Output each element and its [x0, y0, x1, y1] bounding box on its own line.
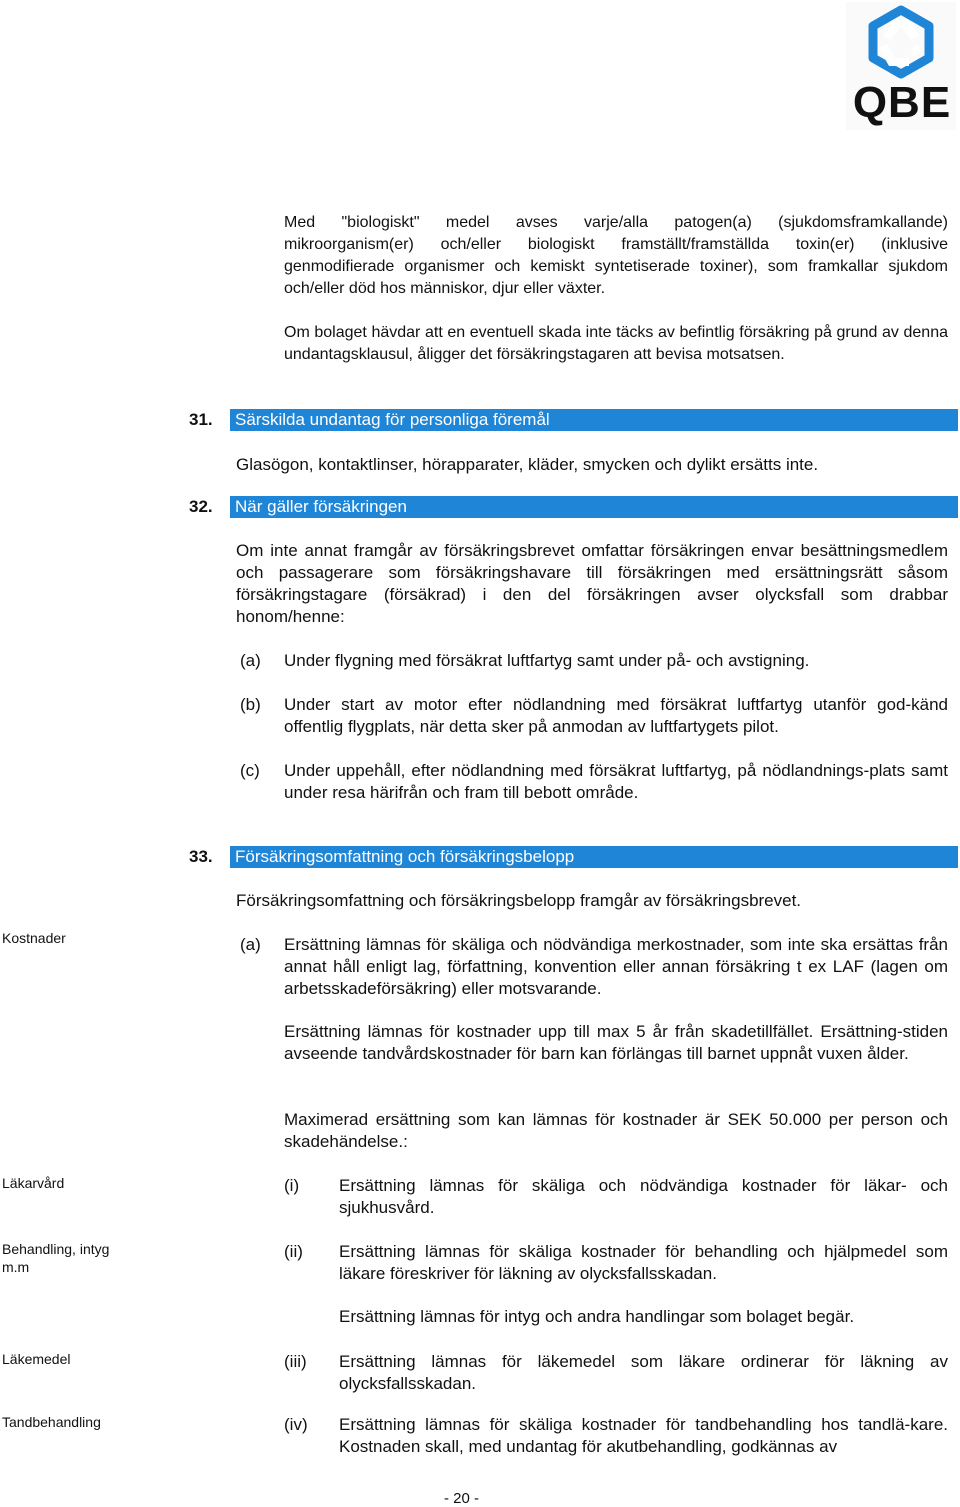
list-label: (ii) [284, 1242, 303, 1261]
section-33-a-paragraph-3: Maximerad ersättning som kan lämnas för kostnader är SEK 50.000 per person och skadehändelse.: [284, 1110, 948, 1151]
qbe-wordmark: QBE [852, 78, 952, 127]
list-label: (iii) [284, 1352, 307, 1371]
list-item: Under start av motor efter nödlandning med försäkrat luftfartyg utanför god-känd offentlig flygplats, när detta sker på anmodan av luftfartygets pilot. [284, 695, 948, 736]
margin-note-kostnader: Kostnader [2, 930, 66, 946]
list-label: (i) [284, 1176, 300, 1195]
section-33-heading: Försäkringsomfattning och försäkringsbelopp [230, 846, 958, 868]
list-item: Ersättning lämnas för läkemedel som läkare ordinerar för läkning av olycksfallsskadan. [339, 1352, 948, 1393]
page-number: - 20 - [444, 1490, 480, 1507]
section-32-text: Om inte annat framgår av försäkringsbrevet omfattar försäkringen envar besättningsmedlem och passagerare som försäkringshavare till försäkringen med ersättningsrätt såsom försäkringstagare (försäkrad) i den del försäkringen avser olycksfall som drabbar honom/henne: [236, 541, 948, 626]
margin-note: Behandling, intyg m.m [2, 1241, 110, 1275]
list-label: (a) [240, 935, 261, 954]
list-item: Ersättning lämnas för skäliga och nödvändiga kostnader för läkar- och sjukhusvård. [339, 1176, 948, 1217]
list-item: Under uppehåll, efter nödlandning med försäkrat luftfartyg, på nödlandnings-plats samt under resa härifrån och fram till bebott område. [284, 761, 948, 802]
section-32-number: 32. [189, 497, 213, 516]
list-item-extra: Ersättning lämnas för intyg och andra handlingar som bolaget begär. [339, 1307, 855, 1326]
list-label: (a) [240, 651, 261, 670]
section-33-number: 33. [189, 847, 213, 866]
list-label: (iv) [284, 1415, 308, 1434]
section-33-a-text: Ersättning lämnas för skäliga och nödvändiga merkostnader, som inte ska ersättas från annat håll enligt lag, författning, konvention eller annan försäkring t ex LAF (lagen om arbetsskadeförsäkring) eller motsvarande. [284, 935, 948, 998]
margin-note: Tandbehandling [2, 1414, 101, 1430]
list-item: Ersättning lämnas för skäliga kostnader för tandbehandling hos tandlä-kare. Kostnaden skall, med undantag för akutbehandling, godkännas av [339, 1415, 948, 1456]
section-33-a-paragraph-2: Ersättning lämnas för kostnader upp till max 5 år från skadetillfället. Ersättning-stiden avseende tandvårdskostnader för barn kan förlängas till barnet uppnåt vuxen ålder. [284, 1022, 948, 1063]
intro-paragraph-1: Med "biologiskt" medel avses varje/alla patogen(a) (sjukdomsframkallande) mikroorganism(er) och/eller biologiskt framställt/framställda toxin(er) (inklusive genmodifierade organismer och kemiskt syntetiserade toxiner), som framkallar sjukdom och/eller död hos människor, djur eller växter. [284, 214, 948, 297]
section-33-text: Försäkringsomfattning och försäkringsbelopp framgår av försäkringsbrevet. [236, 891, 802, 910]
section-31-number: 31. [189, 410, 213, 429]
qbe-logo [846, 2, 956, 130]
list-item: Under flygning med försäkrat luftfartyg samt under på- och avstigning. [284, 651, 810, 670]
section-31-heading: Särskilda undantag för personliga föremål [230, 409, 958, 431]
list-label: (c) [240, 761, 260, 780]
intro-paragraph-2: Om bolaget hävdar att en eventuell skada inte täcks av befintlig försäkring på grund av denna undantagsklausul, åligger det försäkringstagaren att bevisa motsatsen. [284, 324, 948, 363]
margin-note: Läkarvård [2, 1175, 65, 1191]
section-31-text: Glasögon, kontaktlinser, hörapparater, kläder, smycken och dylikt ersätts inte. [236, 455, 819, 474]
margin-note: Läkemedel [2, 1351, 71, 1367]
section-32-heading: När gäller försäkringen [230, 496, 958, 518]
list-item: Ersättning lämnas för skäliga kostnader för behandling och hjälpmedel som läkare föreskriver för läkning av olycksfallsskadan. [339, 1242, 948, 1283]
list-label: (b) [240, 695, 261, 714]
